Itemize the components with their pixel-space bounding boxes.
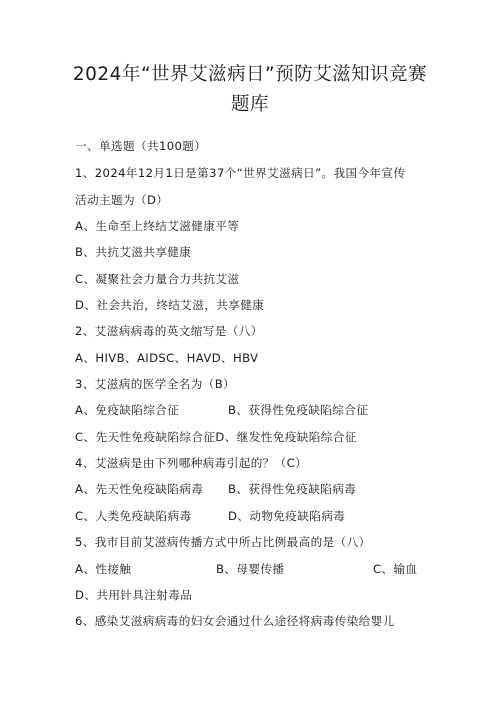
document-title-line2: 题库 bbox=[230, 94, 269, 115]
question-1-line1: 1、2024年12月1日是第37个“世界艾滋病日”。我国今年宣传 bbox=[75, 166, 406, 180]
question-6: 6、感染艾滋病病毒的妇女会通过什么途径将病毒传染给婴儿 bbox=[75, 614, 395, 628]
section-heading: 一、单选题（共100题） bbox=[75, 139, 207, 153]
question-4-option-b: B、获得性免疫缺陷病毒 bbox=[228, 482, 357, 496]
question-3: 3、艾滋病的医学全名为（B） bbox=[75, 377, 236, 391]
question-5-option-c: C、输血 bbox=[373, 562, 418, 576]
question-5-option-a: A、性接触 bbox=[75, 562, 132, 576]
question-1-option-b: B、共抗艾滋共享健康 bbox=[75, 245, 192, 259]
question-3-options-cd: C、先天性免疫缺陷综合征D、继发性免疫缺陷综合征 bbox=[75, 430, 357, 444]
question-5: 5、我市目前艾滋病传播方式中所占比例最高的是（八） bbox=[75, 535, 371, 549]
question-2: 2、艾滋病病毒的英文缩写是（八） bbox=[75, 324, 263, 338]
question-1-option-c: C、凝聚社会力量合力共抗艾滋 bbox=[75, 272, 240, 286]
question-1-option-d: D、社会共治，终结艾滋，共享健康 bbox=[75, 298, 265, 312]
question-2-options: A、HIVB、AIDSC、HAVD、HBV bbox=[75, 351, 259, 365]
question-5-option-d: D、共用针具注射毒品 bbox=[75, 588, 193, 602]
question-4-option-c: C、人类免疫缺陷病毒 bbox=[75, 509, 192, 523]
question-1-line2: 活动主题为（D） bbox=[75, 193, 169, 207]
document-title-line1: 2024年“世界艾滋病日”预防艾滋知识竞赛 bbox=[72, 64, 428, 85]
question-3-option-a: A、免疫缺陷综合征 bbox=[75, 403, 180, 417]
question-4: 4、艾滋病是由下列哪种病毒引起的？（C） bbox=[75, 456, 308, 470]
question-4-option-d: D、动物免疫缺陷病毒 bbox=[228, 509, 346, 523]
question-3-option-b: B、获得性免疫缺陷综合征 bbox=[228, 403, 369, 417]
question-4-option-a: A、先天性免疫缺陷病毒 bbox=[75, 482, 204, 496]
question-5-option-b: B、母婴传播 bbox=[216, 562, 285, 576]
question-1-option-a: A、生命至上终结艾滋健康平等 bbox=[75, 219, 240, 233]
